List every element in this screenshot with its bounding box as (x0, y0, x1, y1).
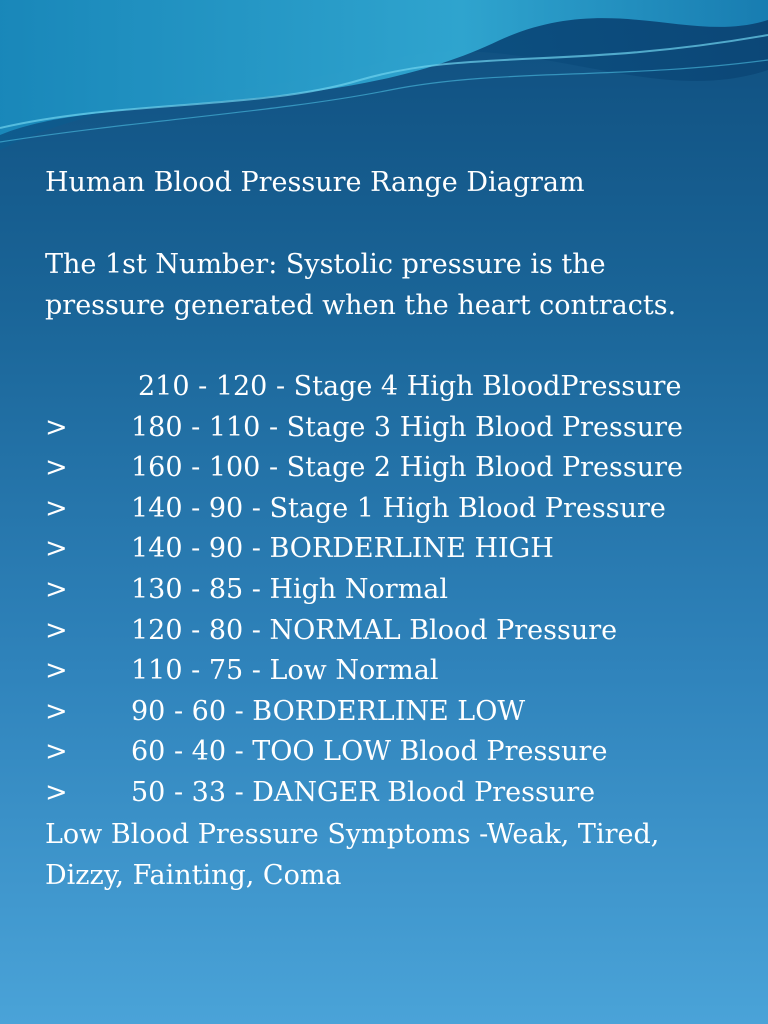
range-text: 90 - 60 - BORDERLINE LOW (131, 695, 526, 727)
range-row (45, 367, 745, 408)
range-text: 110 - 75 - Low Normal (131, 655, 439, 687)
range-row (45, 651, 745, 692)
range-row (45, 529, 745, 570)
range-row (45, 732, 745, 773)
range-marker (45, 367, 138, 408)
range-marker: > (45, 736, 68, 768)
range-list (45, 367, 745, 814)
header-wave-decoration (0, 0, 768, 170)
range-text: 140 - 90 - BORDERLINE HIGH (131, 533, 554, 565)
range-text: 130 - 85 - High Normal (131, 573, 449, 605)
range-text: 180 - 110 - Stage 3 High Blood Pressure (131, 411, 684, 443)
range-row (45, 408, 745, 449)
range-row (45, 692, 745, 733)
range-text: 60 - 40 - TOO LOW Blood Pressure (131, 736, 608, 768)
range-marker: > (45, 533, 68, 565)
intro-line-2: pressure generated when the heart contracts. (45, 290, 677, 321)
symptoms-line-2: Dizzy, Fainting, Coma (45, 859, 342, 891)
range-marker: > (45, 614, 68, 646)
symptoms-line-1: Low Blood Pressure Symptoms -Weak, Tired, (45, 818, 660, 850)
range-marker: > (45, 776, 68, 808)
range-marker: > (45, 573, 68, 605)
range-row (45, 570, 745, 611)
range-row (45, 489, 745, 530)
intro-line-1: The 1st Number: Systolic pressure is the (45, 249, 606, 280)
range-marker: > (45, 452, 68, 484)
range-row (45, 448, 745, 489)
slide-content (45, 162, 745, 896)
range-text: 50 - 33 - DANGER Blood Pressure (131, 776, 596, 808)
range-marker: > (45, 655, 68, 687)
range-marker: > (45, 695, 68, 727)
range-row (45, 611, 745, 652)
range-row (45, 773, 745, 814)
slide-title: Human Blood Pressure Range Diagram (45, 167, 585, 198)
range-text: 120 - 80 - NORMAL Blood Pressure (131, 614, 618, 646)
range-marker: > (45, 411, 68, 443)
range-marker: > (45, 492, 68, 524)
spacer (45, 203, 745, 244)
range-text: 140 - 90 - Stage 1 High Blood Pressure (131, 492, 666, 524)
spacer (45, 326, 745, 367)
range-text: 160 - 100 - Stage 2 High Blood Pressure (131, 452, 684, 484)
range-text: 210 - 120 - Stage 4 High BloodPressure (138, 371, 682, 402)
